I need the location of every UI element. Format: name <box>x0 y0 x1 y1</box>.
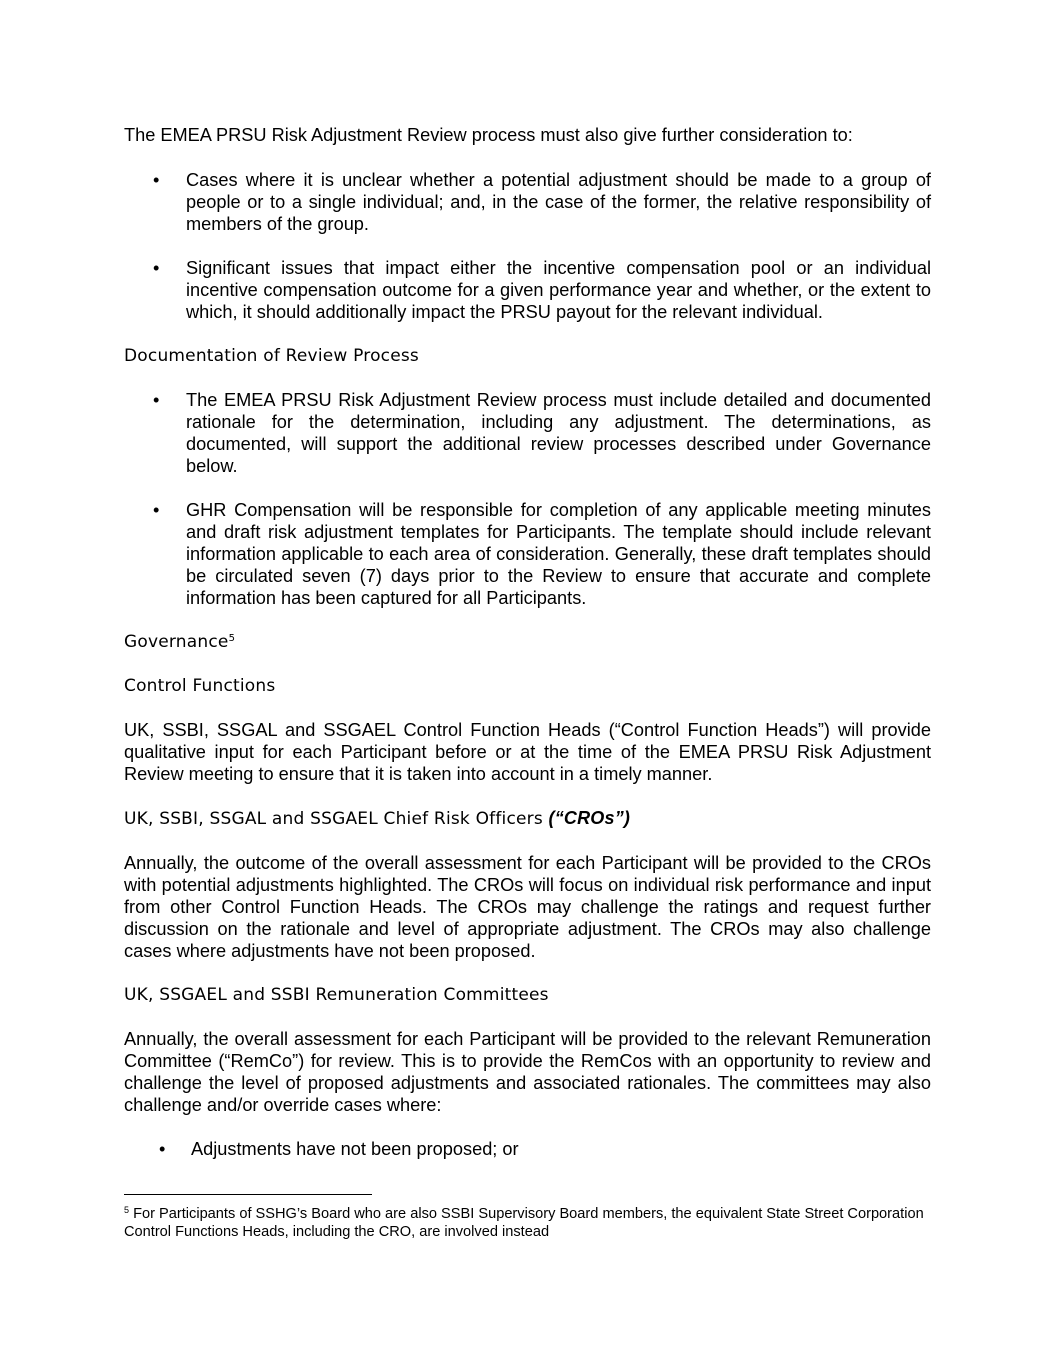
list-item <box>124 389 931 477</box>
governance-heading-text: Governance <box>124 632 229 652</box>
cros-paragraph: Annually, the outcome of the overall assessment for each Participant will be provided to the CROs with potential adjustments highlighted. The CROs will focus on individual risk performance and input from other Control Function Heads. The CROs may challenge the ratings and request further discussion on the rationale and level of appropriate adjustment. The CROs may also challenge cases where adjustments have not been proposed. <box>124 853 931 961</box>
list-item <box>124 1138 931 1160</box>
remco-list <box>124 1138 931 1160</box>
list-item <box>124 257 931 323</box>
list-item-text: GHR Compensation will be responsible for completion of any applicable meeting minutes and draft risk adjustment templates for Participants. The template should include relevant information applicable to each area of consideration. Generally, these draft templates should be circulated seven (7) days prior to the Review to ensure that accurate and complete information has been captured for all Participants. <box>186 500 931 608</box>
list-item-text: Cases where it is unclear whether a potential adjustment should be made to a group of people or to a single individual; and, in the case of the former, the relative responsibility of members of the group. <box>186 170 931 234</box>
consideration-list <box>124 169 931 323</box>
documentation-heading: Documentation of Review Process <box>124 346 419 366</box>
documentation-list <box>124 389 931 609</box>
list-item <box>124 499 931 609</box>
bullet-icon: • <box>153 258 160 278</box>
footnote-reference[interactable]: 5 <box>228 633 236 644</box>
control-functions-paragraph: UK, SSBI, SSGAL and SSGAEL Control Function Heads (“Control Function Heads”) will provide qualitative input for each Participant before or at the time of the EMEA PRSU Risk Adjustment Review meeting to ensure that it is taken into account in a timely manner. <box>124 720 931 784</box>
document-page <box>124 124 931 1182</box>
cros-heading-text: UK, SSBI, SSGAL and SSGAEL Chief Risk Officers <box>124 809 543 829</box>
list-item <box>124 169 931 235</box>
cros-heading-emphasis: (“CROs”) <box>548 808 631 828</box>
intro-paragraph: The EMEA PRSU Risk Adjustment Review process must also give further consideration to: <box>124 125 853 145</box>
footnote-separator <box>124 1194 372 1195</box>
footnote <box>124 1205 931 1241</box>
list-item-text: Adjustments have not been proposed; or <box>191 1139 519 1159</box>
bullet-icon: • <box>159 1139 166 1159</box>
list-item-text: Significant issues that impact either the incentive compensation pool or an individual incentive compensation outcome for a given performance year and whether, or the extent to which, it should additionally impact the PRSU payout for the relevant individual. <box>186 258 931 322</box>
cros-heading <box>124 807 931 830</box>
remco-paragraph: Annually, the overall assessment for each Participant will be provided to the relevant Remuneration Committee (“RemCo”) for review. This is to provide the RemCos with an opportunity to review and challenge the level of proposed adjustments and associated rationales. The committees may also challenge and/or override cases where: <box>124 1029 931 1115</box>
list-item-text: The EMEA PRSU Risk Adjustment Review process must include detailed and documented rationale for the determination, including any adjustment. The determinations, as documented, will support the additional review processes described under Governance below. <box>186 390 931 476</box>
bullet-icon: • <box>153 500 160 520</box>
footnote-text: For Participants of SSHG’s Board who are also SSBI Supervisory Board members, the equivalent State Street Corporation Control Functions Heads, including the CRO, are involved instead <box>124 1206 924 1240</box>
governance-heading <box>124 631 931 653</box>
bullet-icon: • <box>153 170 160 190</box>
control-functions-heading: Control Functions <box>124 676 276 696</box>
footnote-number: 5 <box>124 1205 130 1215</box>
remco-heading: UK, SSGAEL and SSBI Remuneration Committees <box>124 985 549 1005</box>
bullet-icon: • <box>153 390 160 410</box>
